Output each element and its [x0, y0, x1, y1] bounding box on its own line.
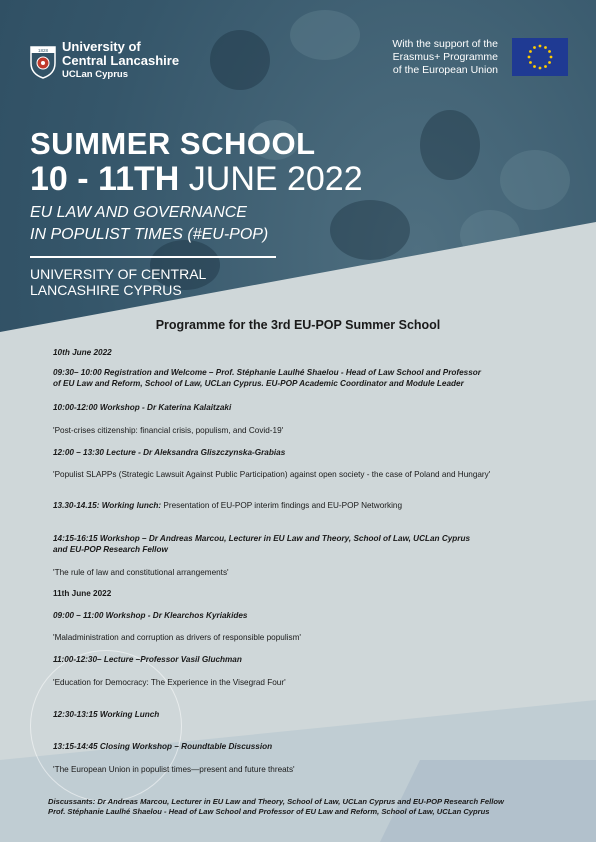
agenda-item-4-text: Presentation of EU-POP interim findings and EU-POP Networking	[161, 501, 403, 510]
agenda-item-9: 13:15-14:45 Closing Workshop – Roundtable Discussion	[53, 742, 273, 751]
eu-star-icon	[544, 46, 547, 49]
eu-star-icon	[544, 65, 547, 68]
agenda-topic-6: 'Maladministration and corruption as drivers of responsible populism'	[53, 633, 301, 642]
eu-star-icon	[550, 56, 553, 59]
subtitle-line-1: EU LAW AND GOVERNANCE	[30, 204, 247, 221]
agenda-item-3: 12:00 – 13:30 Lecture - Dr Aleksandra Gliszczynska-Grabias	[53, 448, 286, 457]
event-dates	[30, 160, 363, 199]
agenda-item-8: 12:30-13:15 Working Lunch	[53, 710, 160, 719]
agenda-item-1b: of EU Law and Reform, School of Law, UCLan Cyprus. EU-POP Academic Coordinator and Module Leader	[53, 379, 464, 388]
uclan-logo	[30, 40, 179, 82]
discussants-line-2: Prof. Stéphanie Laulhé Shaelou - Head of Law School and Professor of EU Law and Reform, School of Law, UCLan Cyprus	[48, 807, 490, 816]
eu-support-line-2: Erasmus+ Programme	[392, 51, 498, 63]
eu-star-icon	[539, 45, 542, 48]
eu-star-icon	[528, 56, 531, 59]
subtitle-line-2: IN POPULIST TIMES (#EU-POP)	[30, 226, 269, 243]
eu-star-icon	[529, 50, 532, 53]
crest-year: 1828	[37, 48, 49, 53]
agenda-topic-2: 'Post-crises citizenship: financial crisis, populism, and Covid-19'	[53, 426, 284, 435]
eu-star-icon	[548, 50, 551, 53]
discussants-line-1: Discussants: Dr Andreas Marcou, Lecturer in EU Law and Theory, School of Law, UCLan Cyprus and EU-POP Research Fellow	[48, 797, 504, 806]
divider	[30, 256, 276, 258]
host-institution	[30, 266, 206, 298]
agenda-item-5a: 14:15-16:15 Workshop – Dr Andreas Marcou, Lecturer in EU Law and Theory, School of Law, UCLan Cyprus	[53, 534, 471, 543]
circle-decoration	[30, 650, 182, 802]
eu-support-line-1: With the support of the	[392, 38, 498, 50]
agenda-topic-7: 'Education for Democracy: The Experience in the Visegrad Four'	[53, 678, 286, 687]
day-heading-1: 10th June 2022	[53, 348, 112, 357]
agenda-topic-3: 'Populist SLAPPs (Strategic Lawsuit Against Public Participation) against open society - the case of Poland and Hungary'	[53, 470, 491, 479]
agenda-item-6: 09:00 – 11:00 Workshop - Dr Klearchos Kyriakides	[53, 611, 248, 620]
event-title: SUMMER SCHOOL	[30, 126, 316, 161]
eu-star-icon	[533, 65, 536, 68]
eu-star-icon	[533, 46, 536, 49]
agenda-item-5b: and EU-POP Research Fellow	[53, 545, 168, 554]
agenda-item-4-time: 13.30-14.15: Working lunch:	[53, 501, 162, 510]
eu-support-line-3: of the European Union	[392, 64, 498, 76]
agenda-item-7: 11:00-12:30– Lecture –Professor Vasil Gluchman	[53, 655, 242, 664]
dates-bold: 10 - 11TH	[30, 160, 180, 198]
host-line-2: LANCASHIRE CYPRUS	[30, 282, 182, 298]
host-line-1: UNIVERSITY OF CENTRAL	[30, 266, 207, 282]
programme-title: Programme for the 3rd EU-POP Summer School	[155, 318, 441, 332]
eu-flag-icon	[512, 38, 568, 76]
agenda-item-1a: 09:30– 10:00 Registration and Welcome – Prof. Stéphanie Laulhé Shaelou - Head of Law School and Professor	[53, 368, 481, 377]
dates-light: JUNE 2022	[179, 160, 363, 198]
eu-star-icon	[548, 61, 551, 64]
event-subtitle	[30, 202, 268, 246]
logo-line-3: UCLan Cyprus	[62, 69, 128, 80]
agenda-item-4	[53, 501, 553, 512]
logo-line-2: Central Lancashire	[62, 53, 180, 68]
agenda-topic-9: 'The European Union in populist times—present and future threats'	[53, 765, 295, 774]
agenda-topic-5: 'The rule of law and constitutional arrangements'	[53, 568, 229, 577]
uclan-crest-icon	[30, 43, 56, 79]
eu-support-text	[380, 38, 498, 77]
eu-star-icon	[529, 61, 532, 64]
eu-star-icon	[539, 67, 542, 70]
day-heading-2: 11th June 2022	[53, 589, 112, 598]
agenda-item-2: 10:00-12:00 Workshop - Dr Katerina Kalaitzaki	[53, 403, 232, 412]
logo-line-1: University of	[62, 39, 141, 54]
